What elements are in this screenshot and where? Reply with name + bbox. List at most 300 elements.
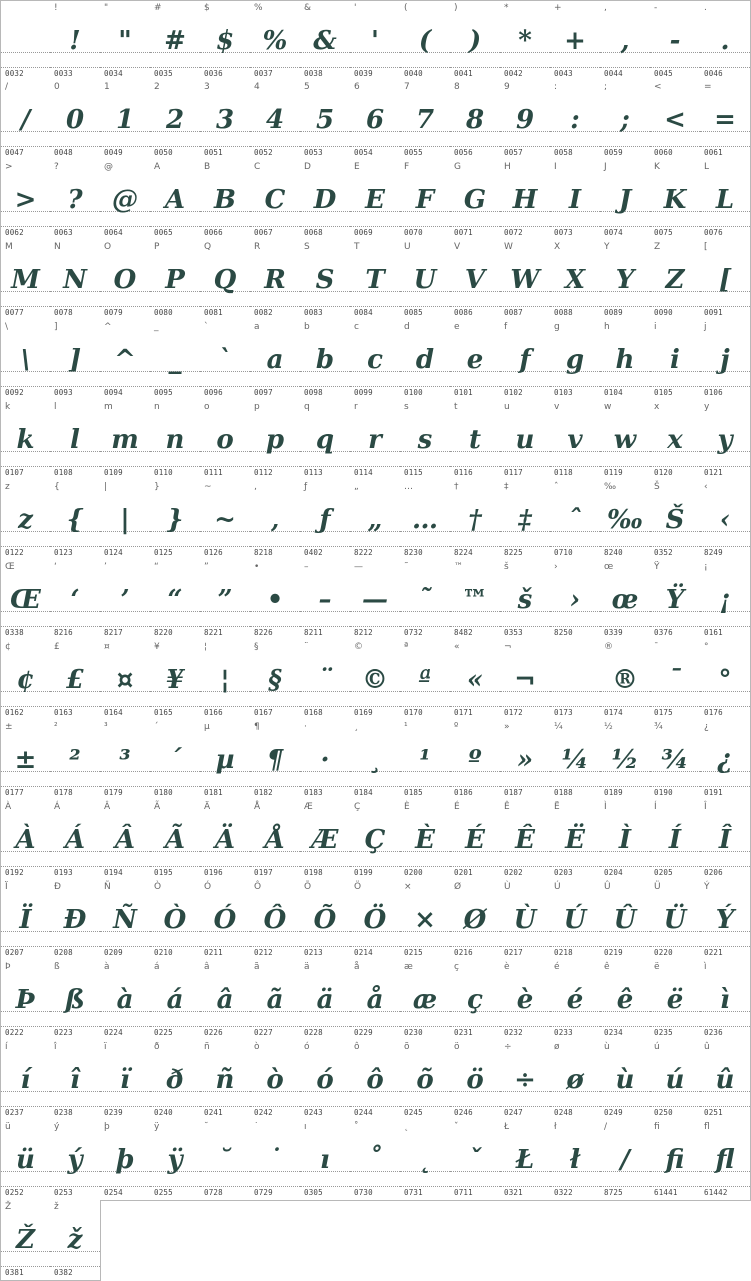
glyph-code: 0069 bbox=[354, 228, 373, 237]
baseline-line bbox=[100, 466, 150, 467]
glyph-cell bbox=[150, 1120, 201, 1201]
baseline-line bbox=[200, 67, 250, 68]
glyph-cell bbox=[100, 320, 151, 401]
glyph-code: 0186 bbox=[454, 788, 473, 797]
glyph-code: 0711 bbox=[454, 1188, 473, 1197]
baseline-line bbox=[100, 226, 150, 227]
glyph-cell bbox=[150, 240, 201, 321]
glyph-reference-char: : bbox=[554, 82, 558, 92]
glyph-code: 0170 bbox=[404, 708, 423, 717]
glyph-sample: M bbox=[11, 265, 40, 295]
glyph-cell bbox=[550, 1120, 601, 1201]
baseline-line bbox=[200, 786, 250, 787]
glyph-cell bbox=[400, 880, 451, 961]
glyph-code: 0238 bbox=[54, 1108, 73, 1117]
glyph-reference-char: Ø bbox=[454, 882, 462, 892]
baseline-line bbox=[100, 1186, 150, 1187]
glyph-code: 0382 bbox=[54, 1268, 73, 1277]
glyph-sample: A bbox=[164, 185, 186, 215]
glyph-reference-char: t bbox=[454, 402, 458, 412]
baseline-line bbox=[300, 306, 350, 307]
glyph-reference-char: ‹ bbox=[704, 482, 708, 492]
glyph-cell bbox=[250, 560, 301, 641]
glyph-code: 0728 bbox=[204, 1188, 223, 1197]
glyph-reference-char: ° bbox=[704, 642, 709, 652]
baseline-line bbox=[500, 866, 550, 867]
glyph-reference-char: ö bbox=[454, 1042, 460, 1052]
glyph-reference-char: L bbox=[704, 162, 710, 172]
glyph-code: 0194 bbox=[104, 868, 123, 877]
glyph-sample: Ú bbox=[563, 905, 587, 935]
baseline-line bbox=[450, 1026, 500, 1027]
baseline-line bbox=[1, 626, 50, 627]
glyph-code: 0092 bbox=[5, 388, 24, 397]
glyph-sample: ﬁ bbox=[665, 1145, 685, 1175]
glyph-reference-char: Ä bbox=[204, 802, 211, 812]
glyph-code: 0189 bbox=[604, 788, 623, 797]
glyph-sample: < bbox=[664, 105, 686, 135]
glyph-reference-char: Ð bbox=[54, 882, 61, 892]
glyph-cell bbox=[300, 720, 351, 801]
glyph-cell bbox=[400, 560, 451, 641]
glyph-reference-char: ˙ bbox=[254, 1122, 259, 1132]
glyph-reference-char: ã bbox=[254, 962, 260, 972]
baseline-line bbox=[1, 67, 50, 68]
glyph-sample: ˙ bbox=[268, 1145, 282, 1175]
baseline-line bbox=[250, 706, 300, 707]
glyph-sample: K bbox=[663, 185, 687, 215]
glyph-cell bbox=[650, 880, 701, 961]
glyph-reference-char: N bbox=[54, 242, 61, 252]
glyph-sample: e bbox=[466, 345, 484, 375]
glyph-reference-char: ¼ bbox=[554, 722, 563, 732]
glyph-cell bbox=[300, 0, 351, 81]
glyph-reference-char: î bbox=[54, 1042, 57, 1052]
glyph-code: 0239 bbox=[104, 1108, 123, 1117]
glyph-sample: ˆ bbox=[568, 505, 582, 535]
glyph-sample: ¤ bbox=[116, 665, 134, 695]
glyph-cell bbox=[100, 1120, 151, 1201]
glyph-code: 0111 bbox=[204, 468, 223, 477]
glyph-code: 8249 bbox=[704, 548, 723, 557]
glyph-cell bbox=[0, 400, 51, 481]
glyph-reference-char: Ò bbox=[154, 882, 162, 892]
baseline-line bbox=[300, 786, 350, 787]
glyph-cell bbox=[700, 240, 751, 321]
glyph-reference-char: ¦ bbox=[204, 642, 208, 652]
glyph-reference-char: é bbox=[554, 962, 560, 972]
glyph-cell bbox=[400, 0, 451, 81]
glyph-cell bbox=[550, 240, 601, 321]
glyph-sample: + bbox=[564, 26, 586, 56]
glyph-reference-char: Ü bbox=[654, 882, 661, 892]
glyph-cell bbox=[250, 800, 301, 881]
baseline-line bbox=[400, 1186, 450, 1187]
glyph-reference-char: ³ bbox=[104, 722, 108, 732]
glyph-reference-char: ¾ bbox=[654, 722, 663, 732]
glyph-sample: Ò bbox=[163, 905, 187, 935]
glyph-reference-char: ‡ bbox=[504, 482, 509, 492]
glyph-sample: ˇ bbox=[468, 1145, 482, 1175]
glyph-sample: * bbox=[518, 26, 532, 56]
baseline-line bbox=[200, 866, 250, 867]
glyph-code: 0065 bbox=[154, 228, 173, 237]
glyph-cell bbox=[650, 1120, 701, 1201]
glyph-reference-char: « bbox=[454, 642, 460, 652]
glyph-reference-char: ^ bbox=[104, 322, 112, 332]
glyph-cell bbox=[50, 1200, 101, 1281]
glyph-sample: • bbox=[266, 585, 284, 615]
glyph-sample: ” bbox=[217, 585, 233, 615]
glyph-sample: Æ bbox=[311, 825, 339, 855]
glyph-reference-char: ò bbox=[254, 1042, 260, 1052]
glyph-cell bbox=[300, 400, 351, 481]
glyph-sample: I bbox=[568, 185, 582, 215]
glyph-cell bbox=[450, 880, 501, 961]
baseline-line bbox=[200, 946, 250, 947]
glyph-reference-char: Ê bbox=[504, 802, 510, 812]
glyph-code: 0123 bbox=[54, 548, 73, 557]
baseline-line bbox=[350, 706, 400, 707]
glyph-code: 0035 bbox=[154, 69, 173, 78]
glyph-sample: X bbox=[564, 265, 586, 295]
glyph-reference-char: d bbox=[404, 322, 410, 332]
glyph-sample: ñ bbox=[215, 1065, 235, 1095]
baseline-line bbox=[1, 306, 50, 307]
glyph-sample: ó bbox=[316, 1065, 334, 1095]
baseline-line bbox=[700, 1026, 750, 1027]
baseline-line bbox=[650, 466, 700, 467]
glyph-sample: × bbox=[414, 905, 436, 935]
glyph-cell bbox=[250, 240, 301, 321]
baseline-line bbox=[600, 466, 650, 467]
glyph-sample: ³ bbox=[119, 745, 131, 775]
glyph-sample: Ù bbox=[513, 905, 537, 935]
glyph-cell bbox=[500, 80, 551, 161]
glyph-reference-char: ˆ bbox=[554, 482, 559, 492]
glyph-cell bbox=[100, 640, 151, 721]
glyph-reference-char: % bbox=[254, 3, 263, 13]
glyph-code: 0108 bbox=[54, 468, 73, 477]
glyph-sample: Ä bbox=[214, 825, 236, 855]
baseline-line bbox=[250, 466, 300, 467]
glyph-cell bbox=[500, 1040, 551, 1121]
baseline-line bbox=[300, 386, 350, 387]
glyph-cell bbox=[600, 880, 651, 961]
glyph-sample: ¡ bbox=[719, 585, 731, 615]
baseline-line bbox=[400, 946, 450, 947]
glyph-reference-char: ∕ bbox=[604, 1122, 608, 1132]
baseline-line bbox=[700, 226, 750, 227]
baseline-line bbox=[200, 1026, 250, 1027]
glyph-code: 0097 bbox=[254, 388, 273, 397]
baseline-line bbox=[350, 1186, 400, 1187]
glyph-cell bbox=[500, 400, 551, 481]
glyph-cell bbox=[50, 960, 101, 1041]
baseline-line bbox=[300, 866, 350, 867]
glyph-code: 0233 bbox=[554, 1028, 573, 1037]
glyph-cell bbox=[650, 640, 701, 721]
baseline-line bbox=[1, 946, 50, 947]
glyph-code: 0232 bbox=[504, 1028, 523, 1037]
baseline-line bbox=[50, 706, 100, 707]
glyph-cell bbox=[450, 0, 501, 81]
glyph-reference-char: „ bbox=[354, 482, 359, 492]
glyph-cell bbox=[200, 880, 251, 961]
glyph-cell bbox=[350, 80, 401, 161]
glyph-code: 0402 bbox=[304, 548, 323, 557]
glyph-cell bbox=[200, 1120, 251, 1201]
glyph-cell bbox=[300, 560, 351, 641]
glyph-code: 0226 bbox=[204, 1028, 223, 1037]
glyph-code: 0245 bbox=[404, 1108, 423, 1117]
glyph-sample: ø bbox=[566, 1065, 584, 1095]
baseline-line bbox=[350, 546, 400, 547]
glyph-sample: ∕ bbox=[620, 1145, 630, 1175]
glyph-sample: ` bbox=[218, 345, 232, 375]
glyph-reference-char: ¢ bbox=[5, 642, 11, 652]
glyph-cell bbox=[500, 480, 551, 561]
glyph-code: 0211 bbox=[204, 948, 223, 957]
glyph-code: 0352 bbox=[654, 548, 673, 557]
glyph-code: 0116 bbox=[454, 468, 473, 477]
baseline-line bbox=[700, 67, 750, 68]
baseline-line bbox=[550, 306, 600, 307]
glyph-cell bbox=[200, 1040, 251, 1121]
glyph-code: 0732 bbox=[404, 628, 423, 637]
glyph-reference-char: Z bbox=[654, 242, 661, 252]
glyph-code: 0090 bbox=[654, 308, 673, 317]
baseline-line bbox=[1, 146, 50, 147]
baseline-line bbox=[150, 1106, 200, 1107]
glyph-cell bbox=[350, 320, 401, 401]
glyph-cell bbox=[400, 1120, 451, 1201]
glyph-sample: ¢ bbox=[16, 665, 35, 695]
glyph-code: 0106 bbox=[704, 388, 723, 397]
glyph-code: 0096 bbox=[204, 388, 223, 397]
glyph-cell bbox=[50, 320, 101, 401]
glyph-code: 0037 bbox=[254, 69, 273, 78]
glyph-code: 0118 bbox=[554, 468, 573, 477]
glyph-code: 0076 bbox=[704, 228, 723, 237]
glyph-sample: r bbox=[368, 425, 382, 455]
glyph-sample: y bbox=[717, 425, 733, 455]
glyph-cell bbox=[0, 1120, 51, 1201]
glyph-cell bbox=[0, 1040, 51, 1121]
glyph-code: 0040 bbox=[404, 69, 423, 78]
glyph-reference-char: ¥ bbox=[154, 642, 160, 652]
glyph-cell bbox=[350, 560, 401, 641]
glyph-cell bbox=[350, 400, 401, 481]
glyph-cell bbox=[300, 240, 351, 321]
glyph-code: 0183 bbox=[304, 788, 323, 797]
glyph-code: 0243 bbox=[304, 1108, 323, 1117]
glyph-code: 0220 bbox=[654, 948, 673, 957]
baseline-line bbox=[400, 146, 450, 147]
glyph-reference-char: ) bbox=[454, 3, 458, 13]
glyph-reference-char: D bbox=[304, 162, 311, 172]
baseline-line bbox=[450, 1186, 500, 1187]
glyph-code: 0107 bbox=[5, 468, 24, 477]
glyph-reference-char: } bbox=[154, 482, 160, 492]
baseline-line bbox=[50, 306, 100, 307]
glyph-sample: è bbox=[516, 985, 534, 1015]
baseline-line bbox=[500, 226, 550, 227]
glyph-cell bbox=[500, 560, 551, 641]
glyph-sample: U bbox=[413, 265, 437, 295]
glyph-code: 0087 bbox=[504, 308, 523, 317]
baseline-line bbox=[50, 866, 100, 867]
glyph-code: 0032 bbox=[5, 69, 24, 78]
glyph-code: 8221 bbox=[204, 628, 223, 637]
glyph-cell bbox=[650, 720, 701, 801]
baseline-line bbox=[600, 306, 650, 307]
glyph-code: 0252 bbox=[5, 1188, 24, 1197]
glyph-cell bbox=[150, 880, 201, 961]
glyph-code: 0210 bbox=[154, 948, 173, 957]
baseline-line bbox=[1, 226, 50, 227]
glyph-reference-char: Á bbox=[54, 802, 61, 812]
glyph-reference-char: 4 bbox=[254, 82, 260, 92]
baseline-line bbox=[50, 626, 100, 627]
glyph-reference-char: # bbox=[154, 3, 162, 13]
glyph-cell bbox=[0, 480, 51, 561]
glyph-code: 8212 bbox=[354, 628, 373, 637]
glyph-sample: › bbox=[569, 585, 581, 615]
glyph-code: 0173 bbox=[554, 708, 573, 717]
glyph-cell bbox=[400, 80, 451, 161]
glyph-code: 0203 bbox=[554, 868, 573, 877]
baseline-line bbox=[650, 786, 700, 787]
glyph-sample: O bbox=[113, 265, 137, 295]
glyph-reference-char: ¹ bbox=[404, 722, 408, 732]
glyph-reference-char: Ó bbox=[204, 882, 212, 892]
glyph-sample: ˜ bbox=[418, 585, 432, 615]
glyph-cell bbox=[150, 320, 201, 401]
glyph-reference-char: 7 bbox=[404, 82, 410, 92]
glyph-cell bbox=[300, 960, 351, 1041]
glyph-sample: á bbox=[166, 985, 184, 1015]
baseline-line bbox=[300, 67, 350, 68]
glyph-code: 0353 bbox=[504, 628, 523, 637]
glyph-sample: L bbox=[715, 185, 735, 215]
glyph-code: 0224 bbox=[104, 1028, 123, 1037]
glyph-cell bbox=[250, 160, 301, 241]
glyph-reference-char: k bbox=[5, 402, 11, 412]
glyph-code: 0063 bbox=[54, 228, 73, 237]
glyph-reference-char: Ý bbox=[704, 882, 710, 892]
glyph-cell bbox=[100, 480, 151, 561]
glyph-reference-char: Î bbox=[704, 802, 707, 812]
glyph-reference-char: á bbox=[154, 962, 160, 972]
glyph-reference-char: Ë bbox=[554, 802, 560, 812]
glyph-cell bbox=[350, 720, 401, 801]
baseline-line bbox=[1, 1266, 50, 1267]
glyph-code: 0057 bbox=[504, 148, 523, 157]
glyph-code: 0161 bbox=[704, 628, 723, 637]
glyph-cell bbox=[450, 1120, 501, 1201]
glyph-code: 0729 bbox=[254, 1188, 273, 1197]
glyph-cell bbox=[500, 720, 551, 801]
glyph-sample: B bbox=[214, 185, 236, 215]
baseline-line bbox=[400, 706, 450, 707]
glyph-sample: @ bbox=[112, 185, 138, 215]
glyph-cell bbox=[500, 1120, 551, 1201]
glyph-cell bbox=[100, 160, 151, 241]
baseline-line bbox=[650, 546, 700, 547]
baseline-line bbox=[500, 786, 550, 787]
glyph-reference-char: ± bbox=[5, 722, 13, 732]
glyph-sample: ] bbox=[68, 345, 82, 375]
glyph-sample: S bbox=[315, 265, 335, 295]
glyph-sample: Ñ bbox=[113, 905, 137, 935]
glyph-reference-char: Y bbox=[604, 242, 610, 252]
glyph-sample: — bbox=[362, 585, 388, 615]
baseline-line bbox=[250, 946, 300, 947]
glyph-code: 0125 bbox=[154, 548, 173, 557]
glyph-code: 8225 bbox=[504, 548, 523, 557]
glyph-sample: ‘ bbox=[70, 585, 80, 615]
glyph-cell bbox=[600, 800, 651, 881]
glyph-code: 0072 bbox=[504, 228, 523, 237]
glyph-code: 0113 bbox=[304, 468, 323, 477]
glyph-sample: æ bbox=[412, 985, 438, 1015]
baseline-line bbox=[350, 1026, 400, 1027]
baseline-line bbox=[50, 786, 100, 787]
glyph-cell bbox=[300, 480, 351, 561]
glyph-cell bbox=[300, 80, 351, 161]
glyph-code: 0185 bbox=[404, 788, 423, 797]
baseline-line bbox=[100, 386, 150, 387]
glyph-cell bbox=[550, 480, 601, 561]
glyph-sample: ﬂ bbox=[715, 1145, 735, 1175]
glyph-code: 0212 bbox=[254, 948, 273, 957]
baseline-line bbox=[1, 1186, 50, 1187]
glyph-sample: ú bbox=[665, 1065, 685, 1095]
glyph-cell bbox=[450, 160, 501, 241]
glyph-code: 0205 bbox=[654, 868, 673, 877]
glyph-reference-char: µ bbox=[204, 722, 210, 732]
glyph-cell bbox=[200, 560, 251, 641]
glyph-cell bbox=[50, 160, 101, 241]
glyph-code: 0122 bbox=[5, 548, 24, 557]
glyph-reference-char: Ž bbox=[5, 1202, 12, 1212]
glyph-reference-char: ü bbox=[5, 1122, 11, 1132]
glyph-reference-char: © bbox=[354, 642, 363, 652]
glyph-sample: x bbox=[667, 425, 683, 455]
glyph-reference-char: p bbox=[254, 402, 260, 412]
glyph-reference-char: 6 bbox=[354, 82, 360, 92]
glyph-code: 0201 bbox=[454, 868, 473, 877]
glyph-reference-char: h bbox=[604, 322, 610, 332]
glyph-code: 0206 bbox=[704, 868, 723, 877]
baseline-line bbox=[500, 466, 550, 467]
baseline-line bbox=[100, 706, 150, 707]
baseline-line bbox=[150, 306, 200, 307]
glyph-sample: k bbox=[16, 425, 35, 455]
glyph-sample: ˚ bbox=[368, 1145, 382, 1175]
baseline-line bbox=[50, 1106, 100, 1107]
baseline-line bbox=[400, 626, 450, 627]
glyph-cell bbox=[550, 960, 601, 1041]
glyph-code: 0250 bbox=[654, 1108, 673, 1117]
glyph-reference-char: þ bbox=[104, 1122, 110, 1132]
glyph-sample: G bbox=[463, 185, 487, 215]
glyph-code: 0176 bbox=[704, 708, 723, 717]
baseline-line bbox=[400, 466, 450, 467]
glyph-code: 0730 bbox=[354, 1188, 373, 1197]
glyph-reference-char: ˘ bbox=[204, 1122, 209, 1132]
